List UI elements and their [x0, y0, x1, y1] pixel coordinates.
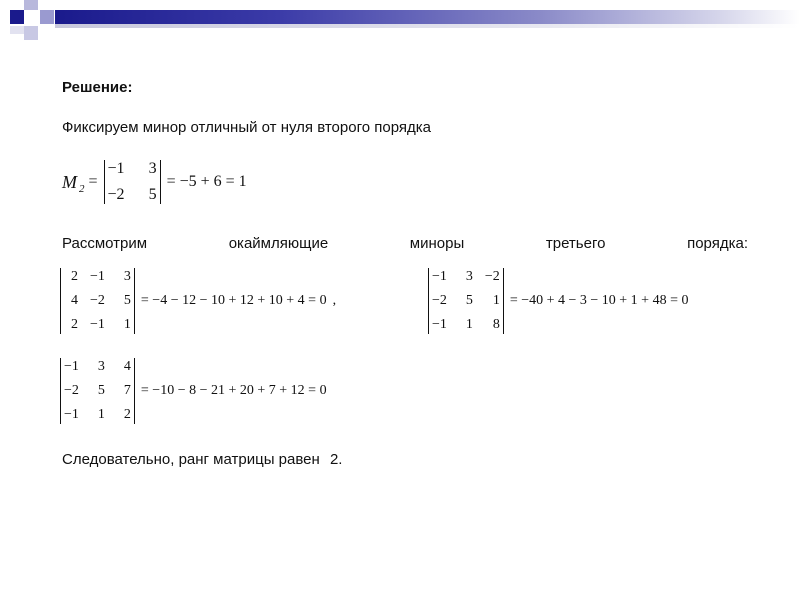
matrix-cell: −1 [432, 269, 447, 284]
matrix-cell: −1 [90, 317, 105, 332]
deco-square-light [10, 26, 24, 34]
bordering-word: порядка: [687, 235, 748, 252]
matrix-cell: 4 [123, 359, 131, 374]
matrix-cell: 1 [465, 317, 473, 332]
matrix-cell: −1 [64, 359, 79, 374]
bordering-word: миноры [409, 235, 465, 252]
matrix-cell: −1 [64, 407, 79, 422]
conclusion-text: Следовательно, ранг матрицы равен [62, 451, 320, 468]
bordering-word: окаймляющие [228, 235, 329, 252]
bordering-sentence [62, 235, 748, 252]
minor-label: M $_2$ [62, 171, 85, 195]
matrix-cell: −2 [64, 383, 79, 398]
matrix-cell: −1 [107, 160, 125, 177]
determinant-2-matrix [428, 268, 504, 334]
determinant-1-matrix [60, 268, 135, 334]
matrix-cell: 3 [465, 269, 473, 284]
determinant-2-result: = −40 + 4 − 3 − 10 + 1 + 48 = 0 [509, 293, 689, 308]
deco-square-light [40, 10, 54, 24]
matrix-cell: 5 [465, 293, 473, 308]
matrix-cell: −2 [484, 269, 500, 284]
matrix-cell: 3 [148, 160, 157, 177]
matrix-cell: 5 [148, 186, 157, 203]
matrix-cell: 5 [123, 293, 131, 308]
matrix-cell: 2 [123, 407, 131, 422]
matrix-cell: 4 [71, 293, 78, 308]
matrix-cell: 7 [123, 383, 131, 398]
slide-header-decoration [0, 0, 800, 50]
matrix-cell: 1 [123, 317, 131, 332]
deco-square-light [24, 0, 38, 10]
matrix-cell: −2 [107, 186, 125, 203]
determinant-3-matrix [60, 358, 135, 424]
matrix-cell: −1 [432, 317, 447, 332]
header-band-shadow [55, 24, 800, 28]
matrix-cell: 1 [97, 407, 105, 422]
matrix-cell: −2 [432, 293, 447, 308]
matrix-cell: 8 [492, 317, 500, 332]
matrix-cell: 3 [123, 269, 131, 284]
minor-m2 [62, 160, 247, 204]
matrix-cell: −2 [90, 293, 105, 308]
minor-result: = −5 + 6 = 1 [166, 173, 247, 190]
determinant-3 [60, 358, 327, 424]
matrix-cell: 2 [71, 269, 78, 284]
determinant-3-result: = −10 − 8 − 21 + 20 + 7 + 12 = 0 [140, 383, 327, 398]
minor-label-equals: = [88, 173, 98, 190]
bordering-word: Рассмотрим [62, 235, 148, 252]
matrix-cell: 1 [492, 293, 500, 308]
matrix-cell: 3 [97, 359, 105, 374]
intro-text: Фиксируем минор отличный от нуля второго порядка [62, 119, 431, 136]
matrix-cell: 2 [71, 317, 78, 332]
deco-square-light [24, 26, 38, 40]
determinant-1-result: = −4 − 12 − 10 + 12 + 10 + 4 = 0 [140, 293, 327, 308]
solution-heading: Решение: [62, 79, 133, 96]
rank-value: 2. [329, 451, 343, 468]
conclusion [62, 451, 342, 468]
minor-matrix [104, 160, 161, 204]
determinant-1 [60, 268, 336, 334]
determinant-2 [428, 268, 688, 334]
header-gradient-band [55, 10, 800, 24]
determinant-1-suffix: , [332, 293, 337, 308]
matrix-cell: 5 [97, 383, 105, 398]
deco-square-dark [10, 10, 24, 24]
matrix-cell: −1 [90, 269, 105, 284]
bordering-word: третьего [545, 235, 606, 252]
